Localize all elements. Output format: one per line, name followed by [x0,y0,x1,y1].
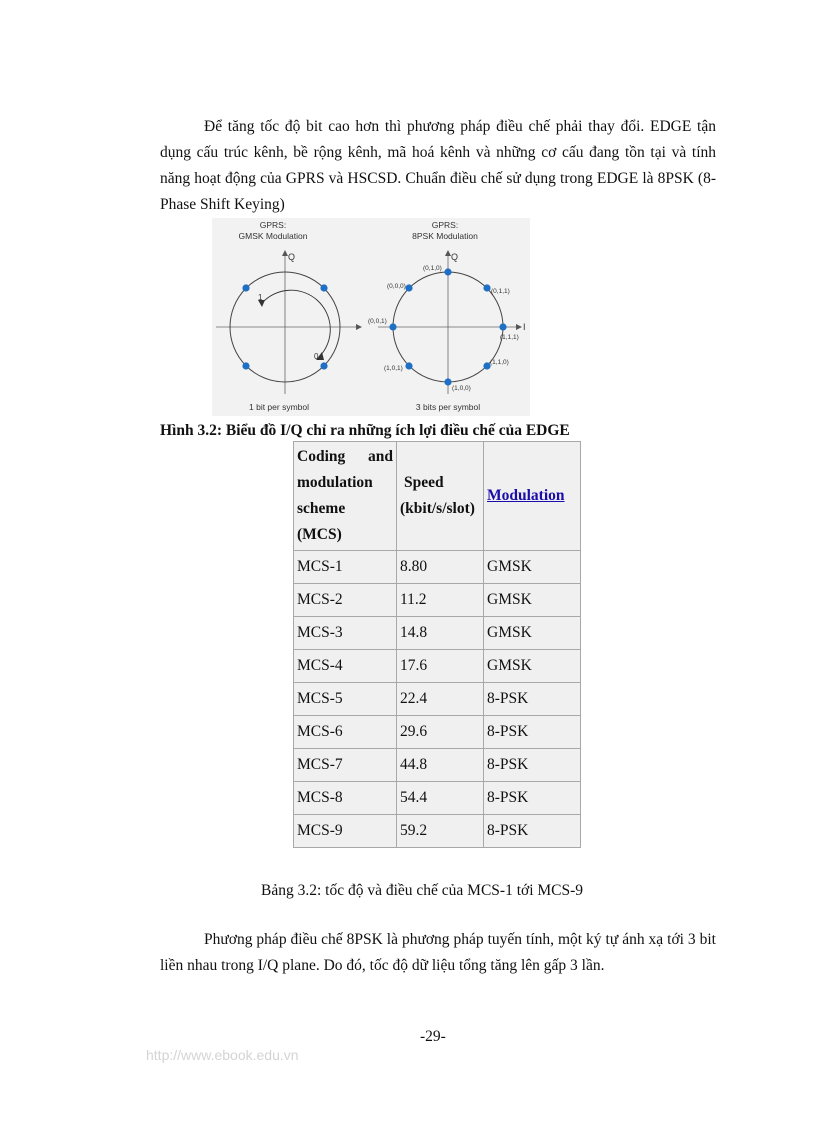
gmsk-point [242,284,249,291]
8psk-title-line2: 8PSK Modulation [412,231,478,241]
header-speed: Speed (kbit/s/slot) [397,442,484,551]
8psk-point [444,268,451,275]
header-modulation [484,442,581,551]
gmsk-label-zero: 0 [314,352,319,361]
8psk-i-arrowhead [516,324,522,330]
gmsk-rotation-arrow [262,290,330,356]
page-number: -29- [420,1028,446,1045]
table-row: MCS-2 11.2 GMSK [294,584,581,617]
8psk-point [483,284,490,291]
gmsk-title-line2: GMSK Modulation [238,231,308,241]
table-row: MCS-1 8.80 GMSK [294,551,581,584]
8psk-point-label: (0,0,0) [387,283,406,290]
gmsk-title-line1: GPRS: [259,220,287,230]
header-mcs: Coding and modulation scheme (MCS) [294,442,397,551]
closing-paragraph-text: Phương pháp điều chế 8PSK là phương pháp tuyến tính, một ký tự ánh xạ tới 3 bit liền nhau trong I/Q plane. Do đó, tốc độ dữ liệu tổng tăng lên gấp 3 lần. [160,931,716,974]
figure-caption: Hình 3.2: Biểu đồ I/Q chỉ ra những ích lợi điều chế của EDGE [160,422,570,439]
mcs-table [293,441,581,848]
gmsk-point [320,284,327,291]
8psk-footer: 3 bits per symbol [415,402,481,412]
8psk-point-label: (0,1,1) [491,288,510,295]
8psk-q-label: Q [451,252,459,262]
table-row: MCS-9 59.2 8-PSK [294,815,581,848]
table-row: MCS-6 29.6 8-PSK [294,716,581,749]
8psk-diagram [368,220,526,412]
intro-paragraph-text: Để tăng tốc độ bit cao hơn thì phương pháp điều chế phải thay đổi. EDGE tận dụng cấu trúc kênh, bề rộng kênh, mã hoá kênh và những cơ cấu đang tồn tại và tính năng hoạt động của GPRS và HSCSD. Chuẩn điều chế sử dụng trong EDGE là 8PSK (8-Phase Shift Keying) [160,118,716,213]
gmsk-diagram [216,220,362,412]
table-row: MCS-3 14.8 GMSK [294,617,581,650]
table-header-row [294,442,581,551]
8psk-point-label: (0,0,1) [368,318,387,325]
watermark: http://www.ebook.edu.vn [146,1047,299,1063]
8psk-point-label: (1,0,0) [452,385,471,392]
8psk-point [499,323,506,330]
8psk-i-label: I [523,322,526,332]
closing-paragraph [160,927,716,979]
8psk-point-label: (1,1,0) [490,359,509,366]
8psk-title-line1: GPRS: [431,220,459,230]
table-row: MCS-5 22.4 8-PSK [294,683,581,716]
table-row: MCS-7 44.8 8-PSK [294,749,581,782]
8psk-point [405,284,412,291]
table-row: MCS-4 17.6 GMSK [294,650,581,683]
gmsk-point [320,362,327,369]
gmsk-q-label: Q [288,252,296,262]
table-row: MCS-8 54.4 8-PSK [294,782,581,815]
modulation-link[interactable]: Modulation [487,487,565,504]
table-caption: Bảng 3.2: tốc độ và điều chế của MCS-1 tới MCS-9 [261,882,584,899]
iq-diagram-figure [212,218,530,416]
8psk-point [405,362,412,369]
gmsk-i-arrowhead [356,324,362,330]
8psk-point-label: (0,1,0) [423,265,442,272]
8psk-point [389,323,396,330]
8psk-point [444,378,451,385]
8psk-point-label: (1,1,1) [500,334,519,341]
gmsk-footer: 1 bit per symbol [249,402,309,412]
gmsk-point [242,362,249,369]
gmsk-label-one: 1 [258,293,263,302]
intro-paragraph [160,114,716,218]
8psk-point-label: (1,0,1) [384,365,403,372]
